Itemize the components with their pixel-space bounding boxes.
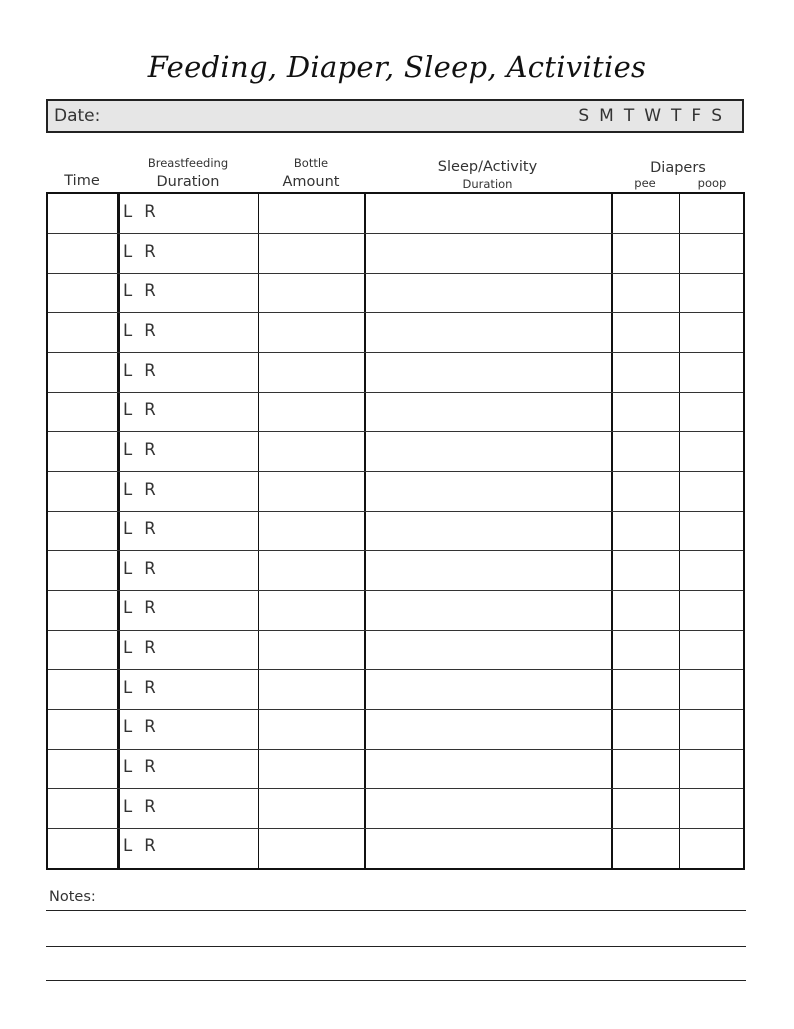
notes-line[interactable]	[46, 980, 746, 981]
row-divider	[48, 233, 743, 234]
breastfeeding-side	[123, 678, 156, 697]
breastfeeding-side	[123, 281, 156, 300]
side-right[interactable]: R	[144, 479, 156, 499]
header-sleep-activity: Sleep/Activity	[437, 159, 538, 175]
side-left[interactable]: L	[123, 836, 133, 856]
date-label: Date:	[54, 106, 101, 126]
row-divider	[48, 630, 743, 631]
weekday-selector	[578, 106, 722, 126]
breastfeeding-side	[123, 202, 156, 221]
side-left[interactable]: L	[123, 439, 133, 459]
row-divider	[48, 352, 743, 353]
day-sunday[interactable]: S	[578, 106, 590, 126]
row-divider	[48, 273, 743, 274]
row-divider	[48, 749, 743, 750]
breastfeeding-side	[123, 440, 156, 459]
side-left[interactable]: L	[123, 479, 133, 499]
breastfeeding-side	[123, 757, 156, 776]
header-pee: pee	[634, 176, 656, 190]
side-left[interactable]: L	[123, 796, 133, 816]
date-bar	[46, 99, 744, 133]
row-divider	[48, 788, 743, 789]
breastfeeding-side	[123, 242, 156, 261]
header-bottle-amount: Amount	[282, 174, 340, 190]
day-tuesday[interactable]: T	[623, 106, 635, 126]
side-left[interactable]: L	[123, 400, 133, 420]
side-left[interactable]: L	[123, 677, 133, 697]
column-divider	[117, 194, 120, 868]
breastfeeding-side	[123, 638, 156, 657]
side-left[interactable]: L	[123, 360, 133, 380]
column-divider	[258, 194, 259, 868]
day-wednesday[interactable]: W	[644, 106, 662, 126]
side-right[interactable]: R	[144, 400, 156, 420]
breastfeeding-side	[123, 598, 156, 617]
side-right[interactable]: R	[144, 638, 156, 658]
breastfeeding-side	[123, 480, 156, 499]
side-left[interactable]: L	[123, 717, 133, 737]
side-left[interactable]: L	[123, 202, 133, 221]
row-divider	[48, 392, 743, 393]
notes-label: Notes:	[49, 889, 96, 905]
side-right[interactable]: R	[144, 360, 156, 380]
row-divider	[48, 550, 743, 551]
side-right[interactable]: R	[144, 241, 156, 261]
header-poop: poop	[697, 176, 727, 190]
row-divider	[48, 590, 743, 591]
day-friday[interactable]: F	[691, 106, 702, 126]
side-right[interactable]: R	[144, 757, 156, 777]
breastfeeding-side	[123, 400, 156, 419]
side-left[interactable]: L	[123, 757, 133, 777]
side-left[interactable]: L	[123, 320, 133, 340]
page-title: Feeding, Diaper, Sleep, Activities	[147, 50, 647, 84]
header-diapers: Diapers	[650, 160, 706, 176]
header-time: Time	[64, 173, 100, 189]
side-right[interactable]: R	[144, 717, 156, 737]
side-right[interactable]: R	[144, 320, 156, 340]
row-divider	[48, 511, 743, 512]
side-left[interactable]: L	[123, 281, 133, 301]
side-right[interactable]: R	[144, 796, 156, 816]
column-divider	[679, 194, 680, 868]
header-breastfeeding-duration: Duration	[156, 174, 220, 190]
side-right[interactable]: R	[144, 202, 156, 221]
side-left[interactable]: L	[123, 241, 133, 261]
row-divider	[48, 669, 743, 670]
side-right[interactable]: R	[144, 677, 156, 697]
breastfeeding-side	[123, 519, 156, 538]
breastfeeding-side	[123, 717, 156, 736]
row-divider	[48, 431, 743, 432]
column-divider	[611, 194, 613, 868]
notes-line[interactable]	[46, 946, 746, 947]
row-divider	[48, 709, 743, 710]
header-sleep-duration: Duration	[462, 177, 513, 191]
side-right[interactable]: R	[144, 519, 156, 539]
breastfeeding-side	[123, 797, 156, 816]
log-table	[46, 192, 745, 870]
breastfeeding-side	[123, 361, 156, 380]
side-left[interactable]: L	[123, 558, 133, 578]
breastfeeding-side	[123, 321, 156, 340]
day-thursday[interactable]: T	[671, 106, 682, 126]
side-right[interactable]: R	[144, 836, 156, 856]
side-right[interactable]: R	[144, 598, 156, 618]
row-divider	[48, 828, 743, 829]
side-left[interactable]: L	[123, 519, 133, 539]
day-saturday[interactable]: S	[711, 106, 722, 126]
breastfeeding-side	[123, 559, 156, 578]
row-divider	[48, 312, 743, 313]
header-breastfeeding: Breastfeeding	[147, 156, 229, 170]
row-divider	[48, 471, 743, 472]
side-right[interactable]: R	[144, 439, 156, 459]
side-right[interactable]: R	[144, 281, 156, 301]
day-monday[interactable]: M	[599, 106, 614, 126]
notes-line[interactable]	[46, 910, 746, 911]
side-right[interactable]: R	[144, 558, 156, 578]
side-left[interactable]: L	[123, 638, 133, 658]
header-bottle: Bottle	[293, 156, 329, 170]
breastfeeding-side	[123, 836, 156, 855]
side-left[interactable]: L	[123, 598, 133, 618]
column-divider	[364, 194, 366, 868]
